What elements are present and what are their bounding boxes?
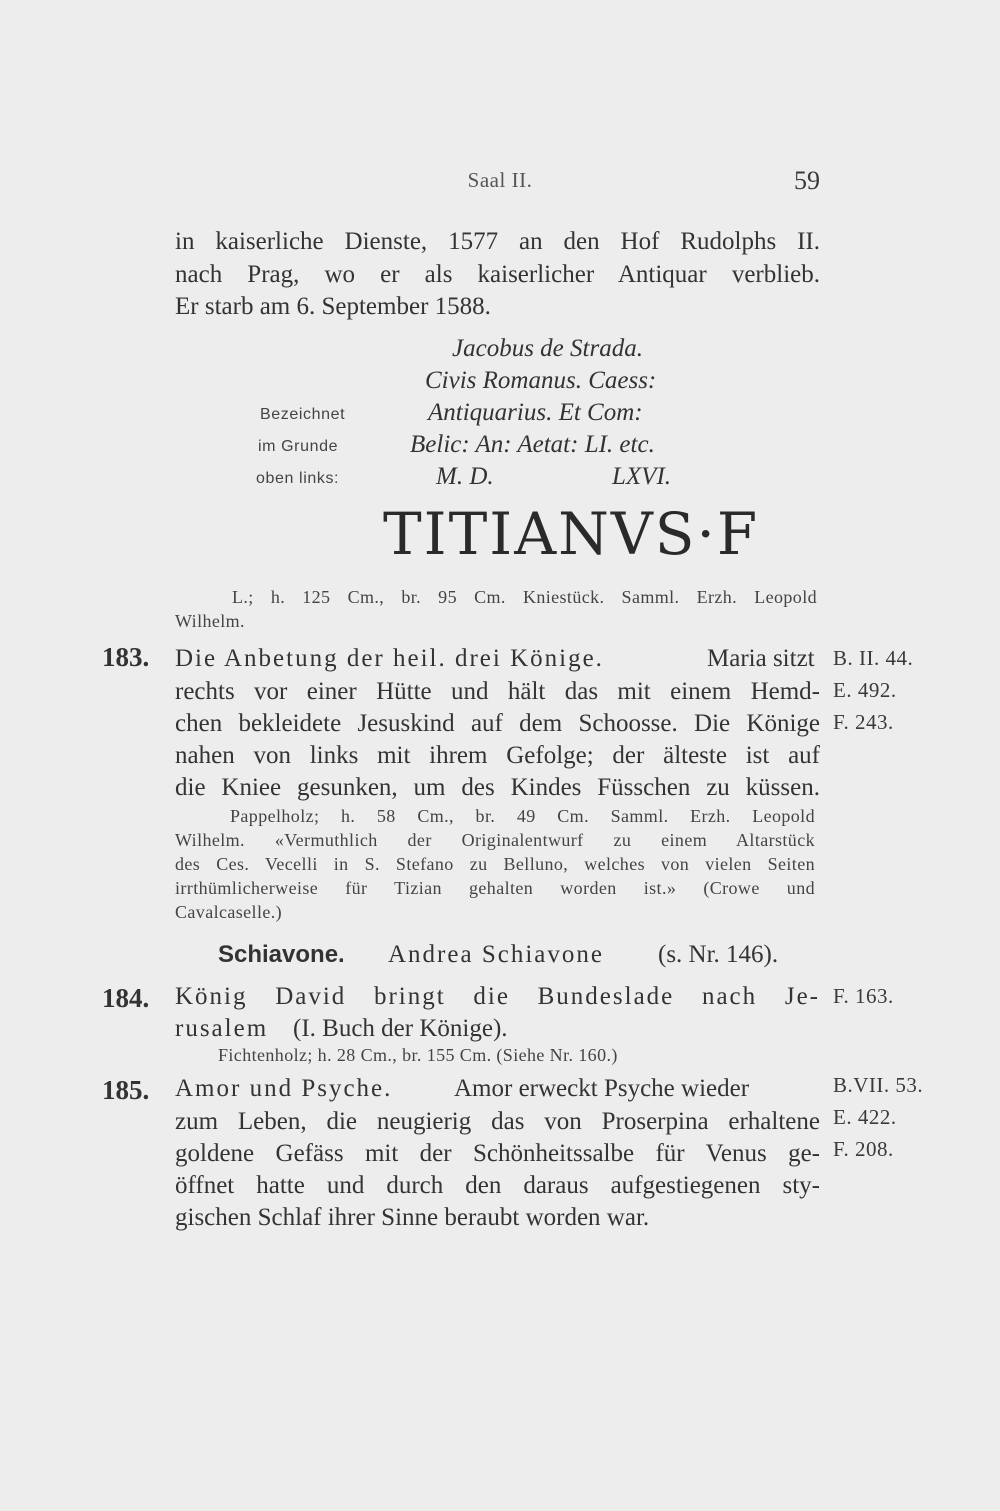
inscription-label-3: oben links: [256,470,340,487]
intro-line-2: nach Prag, wo er als kaiserlicher Antiquar verblieb. [175,261,820,288]
entry-183-line-3: chen bekleidete Jesuskind auf dem Schoosse. Die Könige [175,710,820,737]
inscription-line-3: Antiquarius. Et Com: [428,399,643,426]
entry-183-title: Die Anbetung der heil. drei Könige. [175,645,604,672]
artist-heading: Schiavone. [218,941,345,968]
entry-184-ref-1: F. 163. [833,984,894,1008]
entry-183-ref-3: F. 243. [833,710,894,734]
entry-183-first-rest: Maria sitzt [707,645,815,672]
note-182-line-1: L.; h. 125 Cm., br. 95 Cm. Kniestück. Samml. Erzh. Leopold [232,587,817,607]
entry-183-note-2: Wilhelm. «Vermuthlich der Originalentwurf zu einem Altarstück [175,830,815,850]
artist-full-name: Andrea Schiavone [388,941,604,968]
inscription-line-2: Civis Romanus. Caess: [425,367,657,394]
inscription-date-right: LXVI. [612,463,672,490]
intro-line-1: in kaiserliche Dienste, 1577 an den Hof Rudolphs II. [175,228,820,255]
inscription-line-1: Jacobus de Strada. [452,335,643,362]
entry-185-ref-2: E. 422. [833,1105,897,1129]
entry-184-line-1: König David bringt die Bundeslade nach Je- [175,983,820,1010]
entry-185-ref-3: F. 208. [833,1137,894,1161]
entry-184-line-2-title: rusalem [175,1015,269,1042]
entry-184-note: Fichtenholz; h. 28 Cm., br. 155 Cm. (Siehe Nr. 160.) [218,1045,618,1065]
titian-signature: TITIANVS·F [383,500,760,568]
entry-183-line-2: rechts vor einer Hütte und hält das mit einem Hemd- [175,678,820,705]
page-number: 59 [794,166,820,195]
entry-183-note-4: irrthümlicherweise für Tizian gehalten worden ist.» (Crowe und [175,878,815,898]
entry-185-line-5: gischen Schlaf ihrer Sinne beraubt worden war. [175,1204,650,1231]
entry-number-185: 185. [102,1075,150,1105]
entry-number-184: 184. [102,983,150,1013]
entry-184-line-2-rest: (I. Buch der Könige). [293,1015,508,1042]
entry-183-line-5: die Kniee gesunken, um des Kindes Füsschen zu küssen. [175,774,820,801]
entry-185-title: Amor und Psyche. [175,1075,393,1102]
entry-185-line-4: öffnet hatte und durch den daraus aufgestiegenen sty- [175,1172,820,1199]
artist-cross-ref: (s. Nr. 146). [658,941,779,968]
entry-number-183: 183. [102,642,150,672]
entry-183-ref-1: B. II. 44. [833,646,914,670]
note-182-line-2: Wilhelm. [175,611,245,631]
entry-185-line-2: zum Leben, die neugierig das von Proserpina erhaltene [175,1108,820,1135]
entry-183-ref-2: E. 492. [833,678,897,702]
entry-183-note-3: des Ces. Vecelli in S. Stefano zu Belluno, welches von vielen Seiten [175,854,815,874]
entry-183-note-5: Cavalcaselle.) [175,902,283,922]
inscription-date-left: M. D. [436,463,494,490]
running-head: Saal II. [467,168,533,192]
entry-185-first-rest: Amor erweckt Psyche wieder [454,1075,750,1102]
inscription-label-2: im Grunde [258,438,339,455]
intro-line-3: Er starb am 6. September 1588. [175,293,491,320]
entry-185-line-3: goldene Gefäss mit der Schönheitssalbe für Venus ge- [175,1140,820,1167]
entry-185-ref-1: B.VII. 53. [833,1073,924,1097]
inscription-line-4: Belic: An: Aetat: LI. etc. [410,431,655,458]
entry-183-line-4: nahen von links mit ihrem Gefolge; der älteste ist auf [175,742,820,769]
inscription-label-1: Bezeichnet [260,406,346,423]
entry-183-note-1: Pappelholz; h. 58 Cm., br. 49 Cm. Samml. Erzh. Leopold [230,806,815,826]
